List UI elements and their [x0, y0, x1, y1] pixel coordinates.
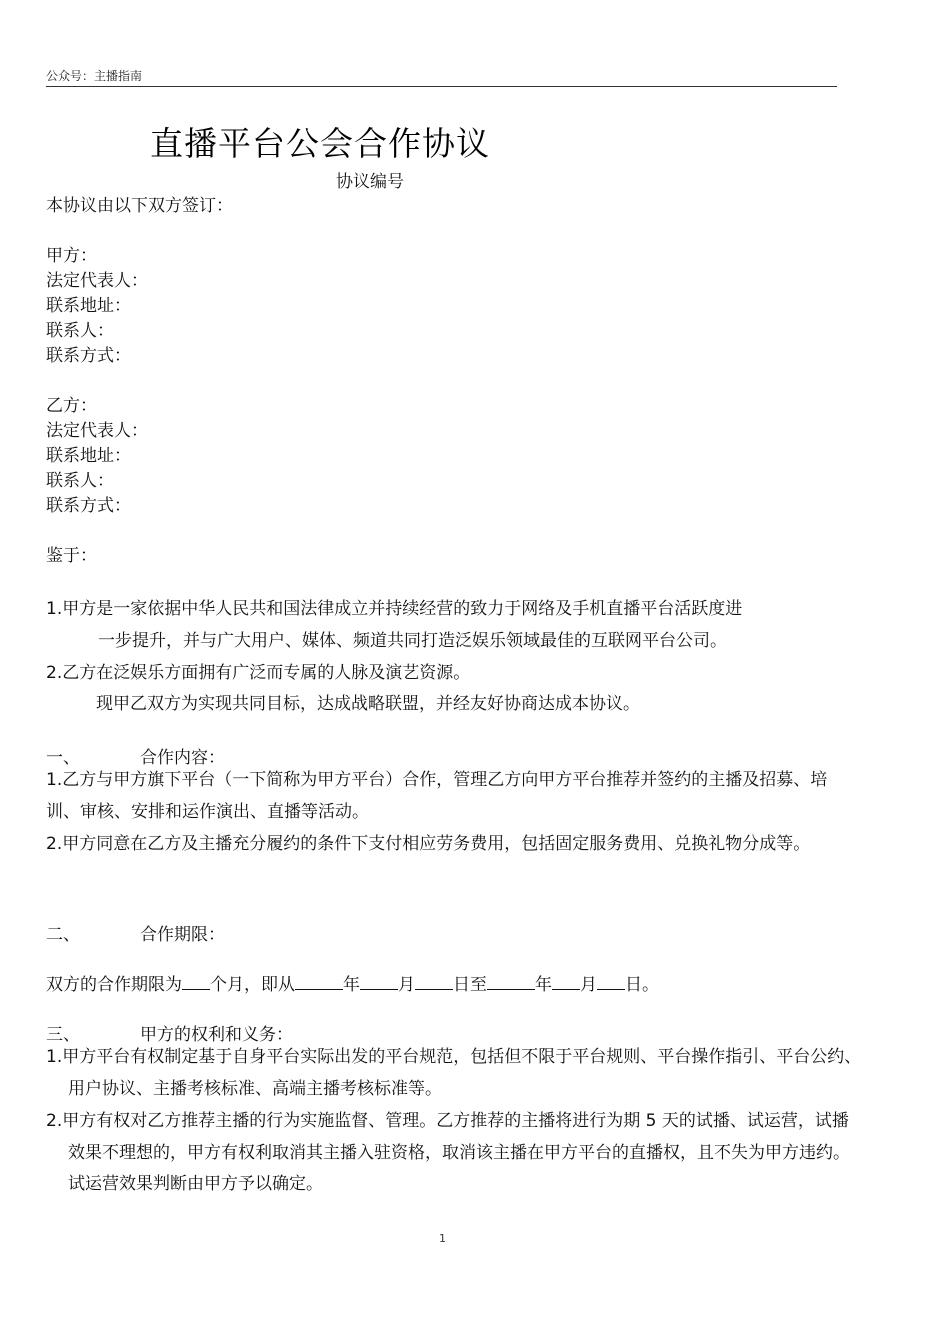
section-3-number: 三、 [46, 1025, 80, 1045]
party-b-legal-rep: 法定代表人： [46, 421, 148, 441]
start-day-blank[interactable] [415, 975, 453, 990]
party-a-legal-rep: 法定代表人： [46, 271, 148, 291]
section-1-title: 合作内容： [140, 748, 225, 768]
item-text: 甲方平台有权制定基于自身平台实际出发的平台规范，包括但不限于平台规则、平台操作指引、平台公约、用户协议、主播考核标准、高端主播考核标准等。 [62, 1047, 862, 1099]
page-header: 公众号：主播指南 [46, 69, 143, 83]
term-text: 年 [343, 975, 360, 995]
term-text: 日至 [453, 975, 487, 995]
section-3-item-1 [46, 1042, 863, 1105]
item-number: 2. [46, 1111, 63, 1131]
whereas-conclusion: 现甲乙双方为实现共同目标，达成战略联盟，并经友好协商达成本协议。 [96, 694, 640, 714]
term-text: 双方的合作期限为 [46, 975, 182, 995]
term-text: 个月，即从 [210, 975, 295, 995]
section-3-item-2 [46, 1106, 863, 1201]
end-year-blank[interactable] [487, 975, 535, 990]
document-title: 直播平台公会合作协议 [150, 124, 490, 163]
term-text: 日。 [625, 975, 659, 995]
end-month-blank[interactable] [552, 975, 580, 990]
start-month-blank[interactable] [360, 975, 398, 990]
section-1-item-1: 1.乙方与甲方旗下平台（一下简称为甲方平台）合作，管理乙方向甲方平台推荐并签约的主播及招募、培训、审核、安排和运作演出、直播等活动。 [46, 770, 828, 822]
section-2-heading [46, 920, 225, 945]
section-1-number: 一、 [46, 748, 80, 768]
party-a-address: 联系地址： [46, 296, 131, 316]
term-sentence [46, 970, 659, 995]
whereas-label: 鉴于： [46, 546, 97, 566]
party-b-contact-method: 联系方式： [46, 496, 131, 516]
page-number: 1 [439, 1232, 446, 1245]
intro-text: 本协议由以下双方签订： [46, 196, 233, 216]
party-b-contact: 联系人： [46, 471, 114, 491]
term-text: 月 [580, 975, 597, 995]
section-3-title: 甲方的权利和义务： [140, 1025, 293, 1045]
header-divider [46, 86, 837, 87]
party-b-label: 乙方： [46, 396, 97, 416]
end-day-blank[interactable] [597, 975, 625, 990]
months-blank[interactable] [182, 975, 210, 990]
section-1-item-2: 2.甲方同意在乙方及主播充分履约的条件下支付相应劳务费用，包括固定服务费用、兑换礼物分成等。 [46, 834, 811, 854]
item-text: 甲方有权对乙方推荐主播的行为实施监督、管理。乙方推荐的主播将进行为期 5 天的试播、试运营，试播效果不理想的，甲方有权利取消其主播入驻资格，取消该主播在甲方平台的直播权，且不失为甲方违约。试运营效果判断由甲方予以确定。 [62, 1111, 850, 1194]
party-b-address: 联系地址： [46, 446, 131, 466]
party-a-contact: 联系人： [46, 321, 114, 341]
section-2-title: 合作期限： [140, 925, 225, 945]
whereas-item-1-line-2: 一步提升，并与广大用户、媒体、频道共同打造泛娱乐领域最佳的互联网平台公司。 [98, 631, 727, 651]
section-2-number: 二、 [46, 925, 80, 945]
whereas-item-1-line-1: 1.甲方是一家依据中华人民共和国法律成立并持续经营的致力于网络及手机直播平台活跃度进 [46, 599, 743, 619]
start-year-blank[interactable] [295, 975, 343, 990]
whereas-item-2: 2.乙方在泛娱乐方面拥有广泛而专属的人脉及演艺资源。 [46, 663, 471, 683]
item-number: 1. [46, 1047, 63, 1067]
term-text: 年 [535, 975, 552, 995]
term-text: 月 [398, 975, 415, 995]
party-a-label: 甲方： [46, 246, 97, 266]
party-a-contact-method: 联系方式： [46, 346, 131, 366]
agreement-number-label: 协议编号 [336, 172, 404, 192]
